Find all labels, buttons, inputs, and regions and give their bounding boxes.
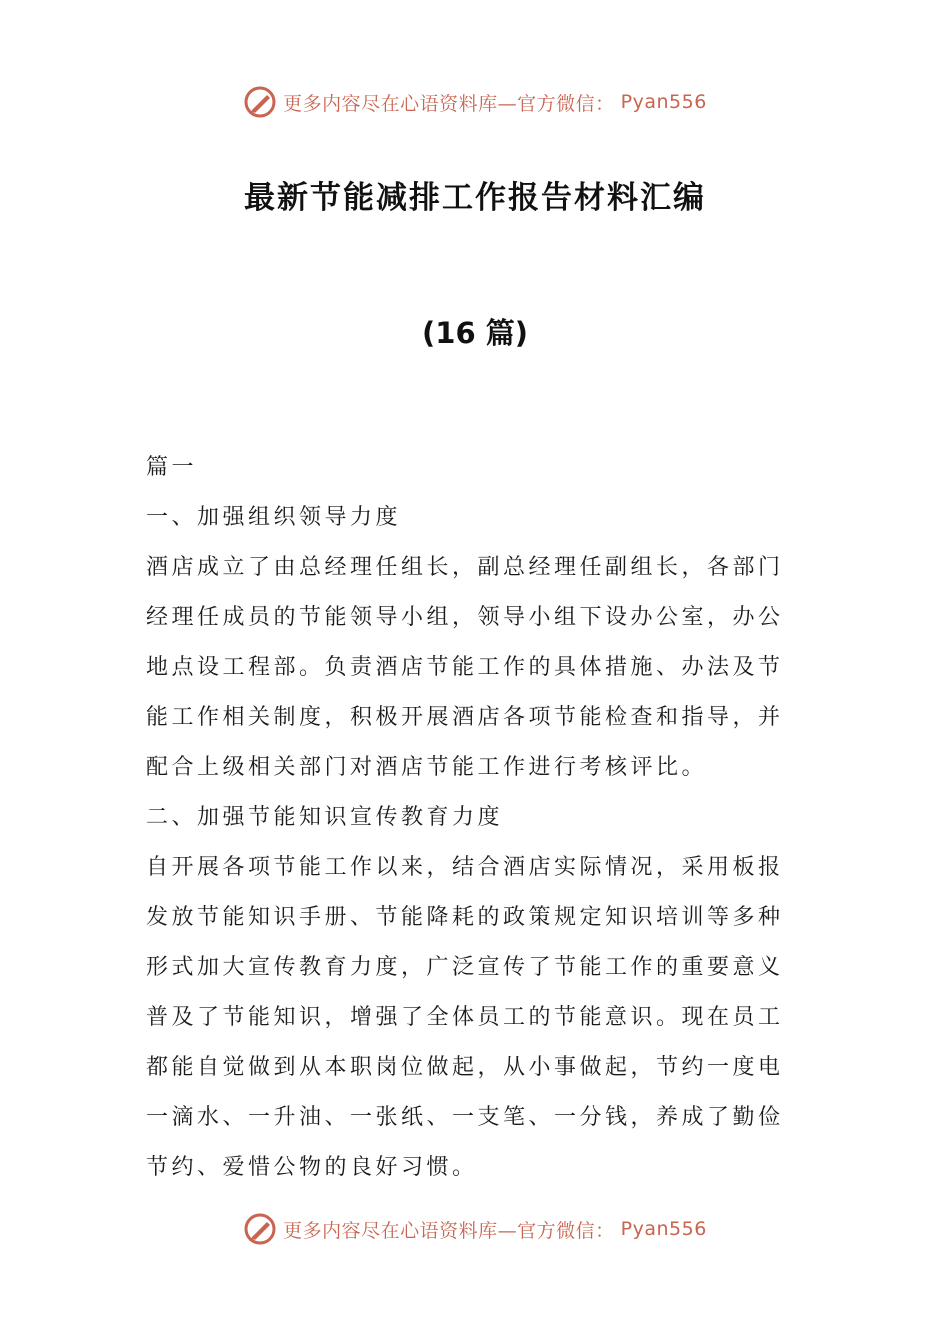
paragraph-line: 配合上级相关部门对酒店节能工作进行考核评比。 (146, 755, 708, 780)
footer-banner (0, 1209, 950, 1249)
paragraph-line: 节约、爱惜公物的良好习惯。 (146, 1155, 478, 1180)
pen-logo-icon (243, 85, 277, 119)
paragraph-line: 都能自觉做到从本职岗位做起，从小事做起，节约一度电 (146, 1055, 784, 1080)
section-heading: 二、加强节能知识宣传教育力度 (146, 805, 504, 830)
paragraph-line: 形式加大宣传教育力度，广泛宣传了节能工作的重要意义 (146, 955, 784, 980)
paragraph-line: 普及了节能知识，增强了全体员工的节能意识。现在员工 (146, 1005, 784, 1030)
paragraph-line: 发放节能知识手册、节能降耗的政策规定知识培训等多种 (146, 905, 784, 930)
header-banner (0, 82, 950, 122)
document-subtitle: (16 篇) (422, 316, 528, 350)
chapter-label: 篇一 (146, 455, 198, 480)
section-heading: 一、加强组织领导力度 (146, 505, 402, 530)
banner-text: 更多内容尽在心语资料库—官方微信： (283, 92, 615, 115)
paragraph-line: 经理任成员的节能领导小组，领导小组下设办公室，办公 (146, 605, 784, 630)
paragraph-line: 一滴水、一升油、一张纸、一支笔、一分钱，养成了勤俭 (146, 1105, 784, 1130)
banner-wechat-id: Pyan556 (620, 1218, 707, 1240)
document-title: 最新节能减排工作报告材料汇编 (244, 180, 706, 216)
banner-text: 更多内容尽在心语资料库—官方微信： (283, 1219, 615, 1242)
paragraph-line: 酒店成立了由总经理任组长，副总经理任副组长，各部门 (146, 555, 784, 580)
banner-wechat-id: Pyan556 (620, 91, 707, 113)
paragraph-line: 自开展各项节能工作以来，结合酒店实际情况，采用板报 (146, 855, 784, 880)
paragraph-line: 地点设工程部。负责酒店节能工作的具体措施、办法及节 (146, 655, 784, 680)
pen-logo-icon (243, 1212, 277, 1246)
paragraph-line: 能工作相关制度，积极开展酒店各项节能检查和指导，并 (146, 705, 784, 730)
document-body (146, 443, 811, 1193)
